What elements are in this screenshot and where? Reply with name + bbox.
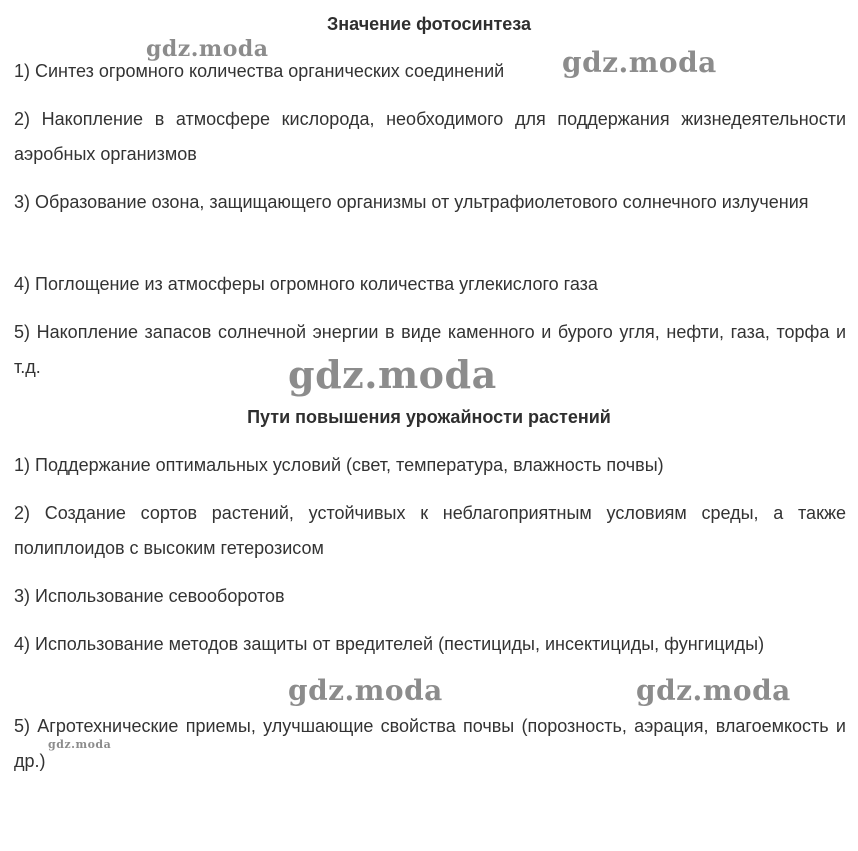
- photosynthesis-item-2: 2) Накопление в атмосфере кислорода, необходимого для поддержания жизнедеятельности аэробных организмов: [14, 109, 846, 164]
- crop-yield-item-2: 2) Создание сортов растений, устойчивых к неблагоприятным условиям среды, а также полиплоидов с высоким гетерозисом: [14, 503, 846, 558]
- watermark-logo: gdz.moda: [288, 352, 497, 397]
- crop-yield-item-5: 5) Агротехнические приемы, улучшающие свойства почвы (порозность, аэрация, влагоемкость и др.): [14, 716, 846, 771]
- watermark-logo: gdz.moda: [288, 674, 443, 707]
- photosynthesis-item-1: 1) Синтез огромного количества органических соединений: [14, 61, 505, 81]
- watermark-logo: gdz.moda: [562, 46, 717, 79]
- photosynthesis-item-4: 4) Поглощение из атмосферы огромного количества углекислого газа: [14, 274, 598, 294]
- crop-yield-item-3: 3) Использование севооборотов: [14, 586, 285, 606]
- section-title-crop-yield: Пути повышения урожайности растений: [247, 407, 611, 427]
- watermark-logo: gdz.moda: [636, 674, 791, 707]
- watermark-logo: gdz.moda: [146, 36, 269, 62]
- crop-yield-item-1: 1) Поддержание оптимальных условий (свет, температура, влажность почвы): [14, 455, 664, 475]
- watermark-logo: gdz.moda: [48, 738, 112, 751]
- photosynthesis-item-3: 3) Образование озона, защищающего организмы от ультрафиолетового солнечного излучения: [14, 192, 809, 212]
- photosynthesis-item-5: 5) Накопление запасов солнечной энергии в виде каменного и бурого угля, нефти, газа, торфа и т.д.: [14, 322, 846, 377]
- section-title-photosynthesis: Значение фотосинтеза: [326, 14, 531, 34]
- crop-yield-item-4: 4) Использование методов защиты от вредителей (пестициды, инсектициды, фунгициды): [14, 634, 765, 654]
